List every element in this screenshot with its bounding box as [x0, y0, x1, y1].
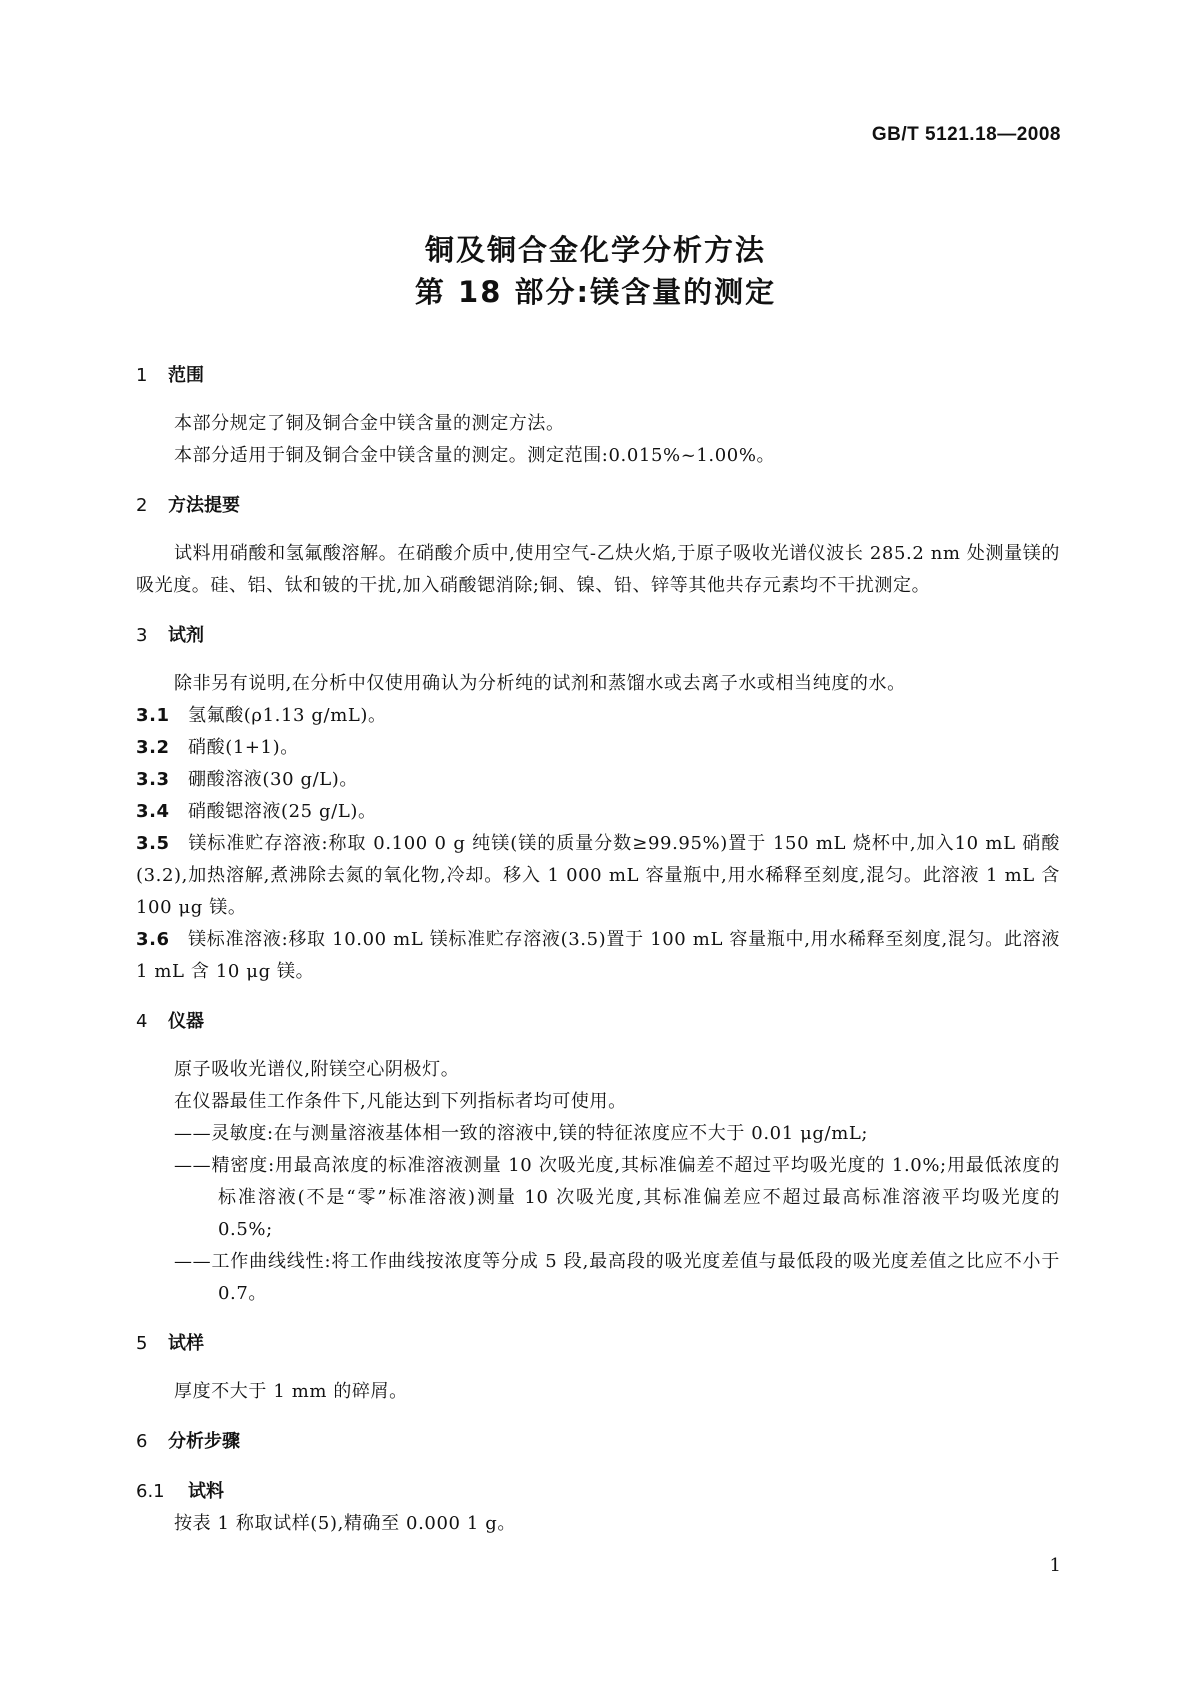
- paragraph: 试料用硝酸和氢氟酸溶解。在硝酸介质中,使用空气-乙炔火焰,于原子吸收光谱仪波长 285.2 nm 处测量镁的吸光度。硅、铝、钛和铍的干扰,加入硝酸锶消除;铜、镍、铅、锌等其他共存元素均不干扰测定。: [136, 543, 1060, 596]
- paragraph: 按表 1 称取试样(5),精确至 0.000 1 g。: [174, 1513, 516, 1534]
- standard-code: GB/T 5121.18—2008: [871, 124, 1061, 145]
- reagent-item: 3.2 硝酸(1+1)。: [136, 737, 299, 758]
- paragraph: 除非另有说明,在分析中仅使用确认为分析纯的试剂和蒸馏水或去离子水或相当纯度的水。: [174, 673, 906, 694]
- section-heading-principle: 2 方法提要: [136, 495, 240, 516]
- paragraph: 在仪器最佳工作条件下,凡能达到下列指标者均可使用。: [174, 1091, 627, 1112]
- section-heading-sample: 5 试样: [136, 1333, 204, 1354]
- subsection-heading-test-portion: 6.1 试料: [136, 1481, 224, 1502]
- document-body: [136, 360, 1060, 1540]
- section-heading-apparatus: 4 仪器: [136, 1011, 204, 1032]
- reagent-item: 3.3 硼酸溶液(30 g/L)。: [136, 769, 359, 790]
- document-title: 铜及铜合金化学分析方法: [424, 233, 766, 267]
- requirement-item: ——精密度:用最高浓度的标准溶液测量 10 次吸光度,其标准偏差不超过平均吸光度的 1.0%;用最低浓度的标准溶液(不是“零”标准溶液)测量 10 次吸光度,其标准偏差应不超过最高标准溶液平均吸光度的 0.5%;: [174, 1155, 1060, 1240]
- reagent-item: 3.6 镁标准溶液:移取 10.00 mL 镁标准贮存溶液(3.5)置于 100 mL 容量瓶中,用水稀释至刻度,混匀。此溶液 1 mL 含 10 μg 镁。: [136, 929, 1060, 982]
- reagent-item: 3.1 氢氟酸(ρ1.13 g/mL)。: [136, 705, 387, 726]
- paragraph: 厚度不大于 1 mm 的碎屑。: [174, 1381, 408, 1402]
- section-heading-scope: 1 范围: [136, 365, 204, 386]
- section-heading-reagents: 3 试剂: [136, 625, 204, 646]
- document-subtitle: 第 18 部分:镁含量的测定: [414, 275, 777, 309]
- reagent-item: 3.5 镁标准贮存溶液:称取 0.100 0 g 纯镁(镁的质量分数≥99.95%)置于 150 mL 烧杯中,加入10 mL 硝酸(3.2),加热溶解,煮沸除去氮的氧化物,冷却。移入 1 000 mL 容量瓶中,用水稀释至刻度,混匀。此溶液 1 mL 含 100 μg 镁。: [136, 833, 1060, 918]
- requirement-item: ——工作曲线线性:将工作曲线按浓度等分成 5 段,最高段的吸光度差值与最低段的吸光度差值之比应不小于 0.7。: [174, 1251, 1060, 1304]
- paragraph: 原子吸收光谱仪,附镁空心阴极灯。: [174, 1059, 460, 1080]
- paragraph: 本部分规定了铜及铜合金中镁含量的测定方法。: [174, 413, 565, 434]
- page-number: 1: [1049, 1555, 1061, 1576]
- paragraph: 本部分适用于铜及铜合金中镁含量的测定。测定范围:0.015%~1.00%。: [174, 445, 776, 466]
- section-heading-procedure: 6 分析步骤: [136, 1431, 240, 1452]
- reagent-item: 3.4 硝酸锶溶液(25 g/L)。: [136, 801, 377, 822]
- requirement-item: ——灵敏度:在与测量溶液基体相一致的溶液中,镁的特征浓度应不大于 0.01 μg/mL;: [174, 1123, 869, 1144]
